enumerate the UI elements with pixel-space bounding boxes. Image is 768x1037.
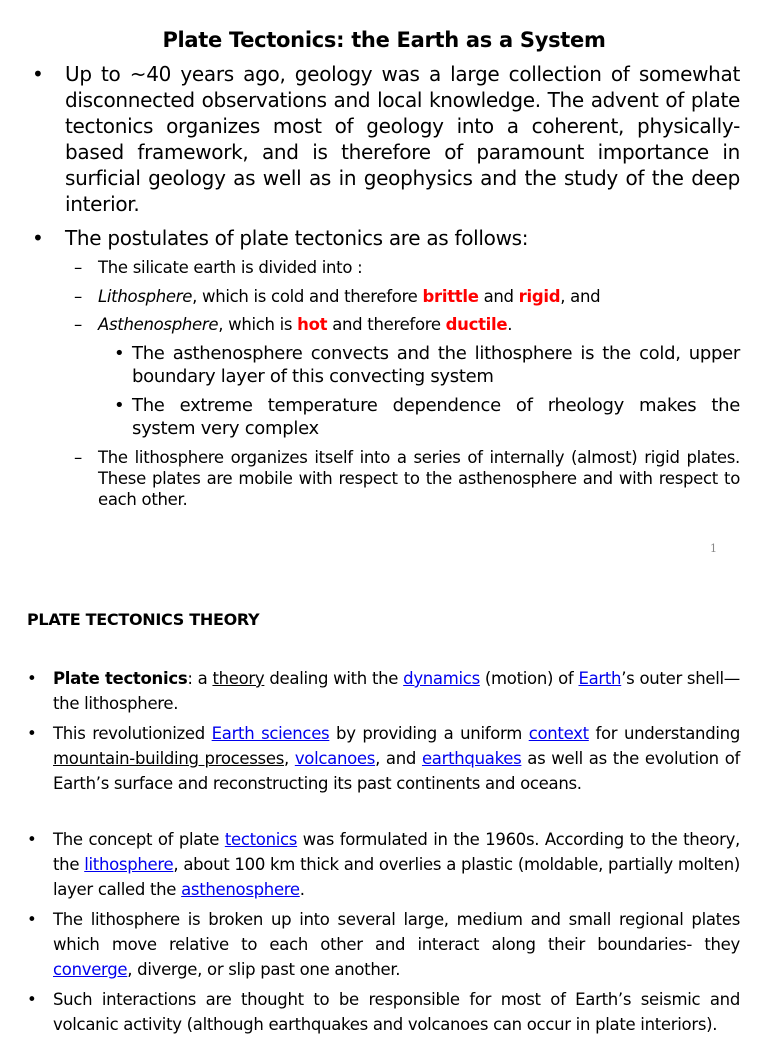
bullet-icon: • <box>32 226 44 250</box>
text-run: as well as the evolution of Earth’s surface and reconstructing its past continents and oceans. <box>53 749 741 793</box>
link-lithosphere[interactable]: lithosphere <box>84 855 174 874</box>
paragraph-earth-sciences <box>27 721 740 796</box>
paragraph-text <box>53 827 740 902</box>
text-run: by providing a uniform <box>329 724 529 743</box>
sub-item-text: The lithosphere organizes itself into a series of internally (almost) rigid plates. These plates are mobile with respect to the asthenosphere and with respect to each other. <box>98 448 740 509</box>
dash-icon: – <box>74 258 82 277</box>
bullet-icon: • <box>27 910 37 929</box>
sub-item-lithosphere <box>74 286 740 307</box>
section-heading: PLATE TECTONICS THEORY <box>27 610 260 629</box>
bullet-icon: • <box>32 62 44 86</box>
link-earth-sciences[interactable]: Earth sciences <box>211 724 330 743</box>
subsub-item-text: The extreme temperature dependence of rheology makes the system very complex <box>132 395 740 439</box>
sub-item-silicate-earth <box>74 257 740 278</box>
link-earthquakes[interactable]: earthquakes <box>421 749 522 768</box>
emphasis-hot: hot <box>297 315 328 334</box>
bullet-text: The postulates of plate tectonics are as follows: <box>65 226 529 250</box>
text-run: , about 100 km thick and overlies a plastic (moldable, partially molten) layer called the <box>53 855 740 899</box>
text-run: , diverge, or slip past one another. <box>127 960 401 979</box>
paragraph-text <box>53 907 740 982</box>
text-run: . <box>299 880 305 899</box>
bullet-text: Up to ~40 years ago, geology was a large collection of somewhat disconnected observations and local knowledge. The advent of plate tectonics organizes most of geology into a coherent, physically-based framework, and is therefore of paramount importance in surficial geology as well as in geophysics and the study of the deep interior. <box>65 62 740 216</box>
term-asthenosphere: Asthenosphere <box>98 315 219 334</box>
text-run: dealing with the <box>264 669 404 688</box>
paragraph-concept <box>27 827 740 902</box>
text-run: , and <box>375 749 422 768</box>
sub-item-text <box>98 314 740 335</box>
text-run: ’s outer shell—the lithosphere. <box>53 669 741 713</box>
term-lithosphere: Lithosphere <box>98 287 193 306</box>
paragraph-text <box>53 721 740 796</box>
text-run: for understanding <box>588 724 740 743</box>
text-run: and <box>478 287 519 306</box>
slide-bullet-postulates <box>32 225 740 251</box>
link-tectonics[interactable]: tectonics <box>224 830 298 849</box>
text-run: , and <box>560 287 601 306</box>
dash-icon: – <box>74 448 82 467</box>
paragraph-interactions <box>27 987 740 1037</box>
bullet-icon: • <box>27 830 37 849</box>
bullet-icon: • <box>27 669 37 688</box>
link-volcanoes[interactable]: volcanoes <box>294 749 376 768</box>
sub-item-plates <box>74 447 740 510</box>
link-asthenosphere[interactable]: asthenosphere <box>181 880 300 899</box>
text-run: and therefore <box>327 315 446 334</box>
subsub-item-text: The asthenosphere convects and the lithosphere is the cold, upper boundary layer of this convecting system <box>132 343 740 387</box>
link-earth[interactable]: Earth <box>578 669 622 688</box>
bullet-icon: • <box>114 343 125 364</box>
sub-item-text: The silicate earth is divided into : <box>98 258 363 277</box>
dash-icon: – <box>74 287 82 306</box>
bullet-icon: • <box>27 990 37 1009</box>
subsub-item-convection <box>114 342 740 388</box>
text-run: This revolutionized <box>53 724 212 743</box>
bullet-icon: • <box>27 724 37 743</box>
link-converge[interactable]: converge <box>53 960 128 979</box>
sub-item-asthenosphere <box>74 314 740 335</box>
underlined-theory: theory <box>212 669 265 688</box>
text-run: : a <box>187 669 213 688</box>
text-run: . <box>507 315 513 334</box>
paragraph-text: Such interactions are thought to be responsible for most of Earth’s seismic and volcanic activity (although earthquakes and volcanoes can occur in plate interiors). <box>53 990 740 1034</box>
emphasis-rigid: rigid <box>518 287 561 306</box>
paragraph-lithosphere-plates <box>27 907 740 982</box>
bullet-icon: • <box>114 395 125 416</box>
dash-icon: – <box>74 315 82 334</box>
slide-page-number: 1 <box>710 542 717 555</box>
text-run: The concept of plate <box>53 830 225 849</box>
underlined-mountain-building: mountain-building processes <box>53 749 284 768</box>
text-run: , <box>284 749 295 768</box>
paragraph-text <box>53 666 740 716</box>
text-run: , which is <box>218 315 298 334</box>
emphasis-brittle: brittle <box>422 287 479 306</box>
link-dynamics[interactable]: dynamics <box>403 669 480 688</box>
text-run: (motion) of <box>479 669 579 688</box>
link-context[interactable]: context <box>528 724 589 743</box>
emphasis-ductile: ductile <box>445 315 508 334</box>
text-run: was formulated in the 1960s. According to the theory, the <box>53 830 740 874</box>
text-run: The lithosphere is broken up into several large, medium and small regional plates which move relative to each other and interact along their boundaries- they <box>53 910 740 954</box>
text-run: , which is cold and therefore <box>192 287 423 306</box>
sub-item-text <box>98 286 740 307</box>
subsub-item-rheology <box>114 394 740 440</box>
slide-bullet-history <box>32 61 740 217</box>
slide-title: Plate Tectonics: the Earth as a System <box>162 28 606 52</box>
paragraph-plate-tectonics <box>27 666 740 716</box>
term-plate-tectonics: Plate tectonics <box>53 669 188 688</box>
